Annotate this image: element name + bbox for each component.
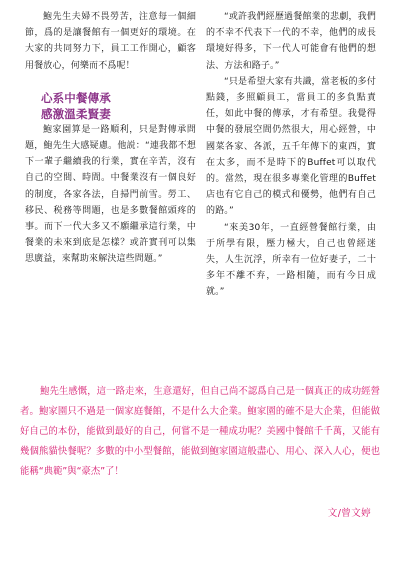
section-heading-line-2: 感激溫柔賢妻 [41, 106, 111, 121]
quote-consensus: “只是希望大家有共識，當老板的多付點錢，多照顧員工，當員工的多負點責任，如此中餐的傳承，才有希望。我覺得中餐的發展空間仍然很大，用心經營，中國菜各家、各派，五千年傳下的東西，實在太多，而不是時下的Buffet可以取代的。當然，現在很多專業化管理的Buffet店也有它自己的模式和優勢，他們有自己的路。” [206, 76, 376, 217]
quote-gratitude: “來美30年，一直經營餐館行業，由于所學有限，壓力極大，自己也曾經迷失，人生沉浮，所幸有一位好妻子，二十多年不離不弃，一路相隨，而有今日成就。” [206, 222, 376, 298]
right-column [206, 9, 376, 301]
closing-summary: 鮑先生感慨，這一路走來，生意還好，但自己尚不認爲自己是一個真正的成功經營者。鮑家園只不過是一個家庭餐館，不是什么大企業。鮑家園的確不是大企業，但能做好自己的本份，能做到最好的自己，何嘗不是一種成功呢？美國中餐館千千萬，又能有幾個熊貓快餐呢？多數的中小型餐館，能做到鮑家園這般盡心、用心、深入人心，便也能稱“典範”與“豪杰”了！ [20, 386, 380, 477]
succession-paragraph: 鮑家園算是一路順利，只是對傳承問題，鮑先生大感疑慮。他説：“連我都不想下一輩子繼續我的行業，實在辛苦，沒有自己的空間、時間。中餐業沒有一個良好的制度，各家各法，自掃門前雪。勞工、移民、税務等問題，也是多數餐館頭疼的事。而下一代大多又不願繼承這行業，中餐業的未來到底是怎樣？或許實刊可以集思廣益，來幫助來解決這些問題。” [25, 124, 196, 265]
intro-paragraph: 鮑先生夫婦不畏勞苦，注意每一個細節，爲的是讓餐館有一個更好的環境。在大家的共同努力下，員工工作開心，顧客用餐放心，何樂而不爲呢！ [25, 12, 196, 71]
author-byline: 文/曾文婷 [327, 508, 371, 519]
section-heading-line-1: 心系中餐傳承 [41, 90, 111, 105]
left-column [25, 9, 196, 268]
quote-next-generation: “或許我們經歷過餐館業的悲劇，我們的不幸不代表下一代的不幸，他們的成長環境好得多，下一代人可能會有他們的想法、方法和路子。” [206, 12, 376, 71]
